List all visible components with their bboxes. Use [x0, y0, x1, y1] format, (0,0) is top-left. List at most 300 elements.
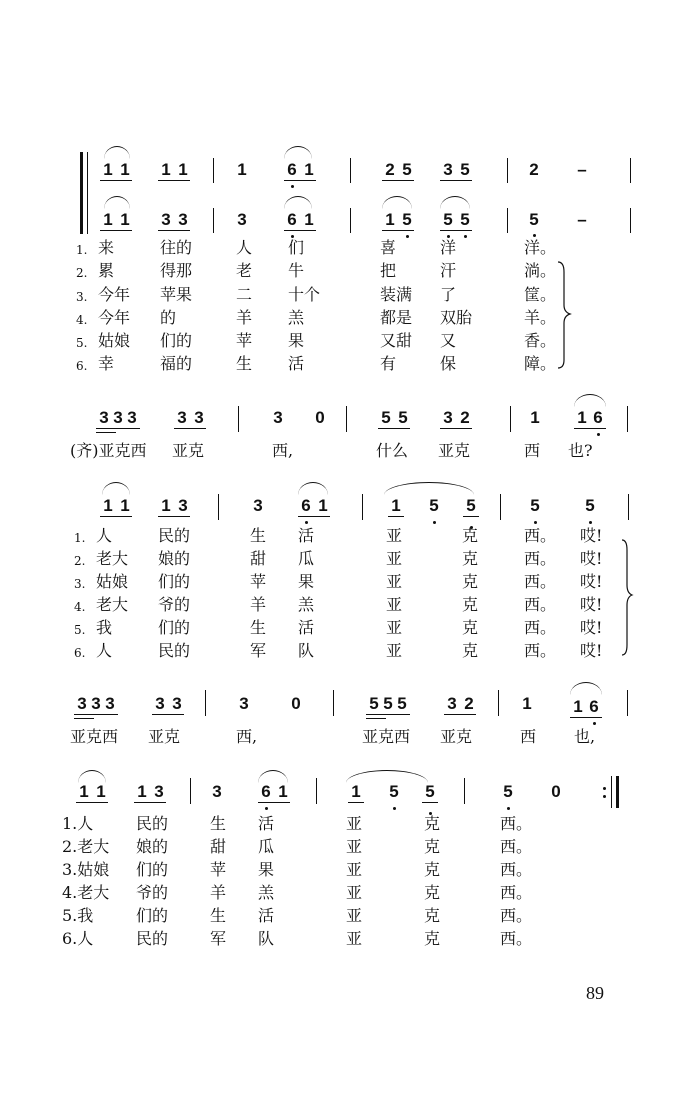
lyric: 洋。 — [524, 238, 557, 257]
lyric: 汗 — [440, 261, 457, 280]
note: 6 — [287, 160, 297, 179]
lyric: 羊 — [236, 308, 253, 327]
lyric: 克 — [424, 837, 441, 856]
lyric: 果 — [258, 860, 275, 879]
note: 5 — [429, 496, 439, 515]
lyric: 们 — [288, 238, 305, 257]
barline — [498, 690, 499, 716]
lyric: 西。 — [500, 883, 533, 902]
lyric: 亚 — [346, 837, 363, 856]
lyric: 亚克 — [438, 441, 471, 460]
beam — [348, 802, 364, 803]
beam — [298, 516, 330, 517]
lyric: 二 — [236, 285, 253, 304]
lyric: 有 — [380, 354, 397, 373]
barline — [350, 158, 351, 183]
lyric: 今年 — [98, 308, 131, 327]
lyric: 西。 — [524, 572, 557, 591]
barline — [464, 778, 465, 804]
lyric: 羔 — [298, 595, 315, 614]
note: 1 — [161, 160, 171, 179]
lyric: 亚克 — [440, 727, 473, 746]
barline — [213, 158, 214, 183]
note: 3 — [443, 160, 453, 179]
lyric: 羊 — [250, 595, 267, 614]
note: 5 — [383, 694, 393, 713]
low-octave-dot — [291, 185, 294, 188]
barline — [213, 208, 214, 233]
beam — [440, 428, 472, 429]
lyric: 瓜 — [258, 837, 275, 856]
lyric: 民的 — [136, 814, 169, 833]
note: 3 — [237, 210, 247, 229]
lyric: 又 — [440, 331, 457, 350]
lyric: 苹 — [210, 860, 227, 879]
note: 5 — [529, 210, 539, 229]
lyric: 洋 — [440, 238, 457, 257]
verse-number: 2. — [74, 554, 86, 568]
note: 2 — [460, 408, 470, 427]
lyric: 老大 — [96, 595, 129, 614]
note: 3 — [113, 408, 123, 427]
lyric: 亚 — [346, 883, 363, 902]
rest: 0 — [291, 694, 301, 713]
lyric: 生 — [210, 814, 227, 833]
verse-number: 3. — [76, 290, 88, 304]
lyric: 幸 — [98, 354, 115, 373]
note: 1 — [304, 160, 314, 179]
lyric: 西。 — [524, 618, 557, 637]
lyric: 生 — [236, 354, 253, 373]
verse-number: 1. — [76, 243, 88, 257]
lyric: 克 — [424, 929, 441, 948]
verse-number: 3. — [74, 577, 86, 591]
beam — [463, 516, 479, 517]
low-octave-dot — [533, 234, 536, 237]
low-octave-dot — [433, 521, 436, 524]
lyric: 队 — [298, 641, 315, 660]
note: 3 — [105, 694, 115, 713]
low-octave-dot — [265, 807, 268, 810]
note: 5 — [460, 210, 470, 229]
barline — [346, 406, 347, 432]
lyric: 亚 — [346, 906, 363, 925]
lyric: 往的 — [160, 238, 193, 257]
beam — [284, 180, 316, 181]
beam — [366, 714, 410, 715]
lyric: 1.人 — [62, 814, 94, 833]
lyric: 克 — [424, 906, 441, 925]
note: 5 — [443, 210, 453, 229]
lyric: 活 — [298, 526, 315, 545]
lyric: 爷的 — [158, 595, 191, 614]
lyric: 十个 — [288, 285, 321, 304]
low-octave-dot — [305, 521, 308, 524]
lyric: 障。 — [524, 354, 557, 373]
lyric: 亚 — [386, 572, 403, 591]
lyric: 也, — [574, 727, 596, 746]
verse-number: 5. — [76, 336, 88, 350]
note: 5 — [381, 408, 391, 427]
lyric: 西。 — [500, 860, 533, 879]
note: 5 — [530, 496, 540, 515]
lyric: 军 — [210, 929, 227, 948]
low-octave-dot — [507, 807, 510, 810]
lyric: 老大 — [96, 549, 129, 568]
beam — [378, 428, 410, 429]
lyric: 哎! — [580, 618, 603, 637]
note: 5 — [402, 210, 412, 229]
barline — [316, 778, 317, 804]
note: 6 — [261, 782, 271, 801]
beam — [100, 516, 132, 517]
beam — [440, 230, 472, 231]
lyric: 今年 — [98, 285, 131, 304]
rest: 0 — [551, 782, 561, 801]
lyric: 得那 — [160, 261, 193, 280]
lyric: 亚克西 — [70, 727, 119, 746]
beam — [96, 428, 140, 429]
barline — [238, 406, 239, 432]
note: 1 — [120, 496, 130, 515]
note: 5 — [398, 408, 408, 427]
lyric: 亚 — [386, 526, 403, 545]
lyric: 爷的 — [136, 883, 169, 902]
lyric: 克 — [462, 641, 479, 660]
barline — [510, 406, 511, 432]
barline — [507, 208, 508, 233]
note: 5 — [460, 160, 470, 179]
lyric: 活 — [298, 618, 315, 637]
note: 1 — [530, 408, 540, 427]
verse-number: 4. — [74, 600, 86, 614]
note: 1 — [137, 782, 147, 801]
note: 5 — [389, 782, 399, 801]
lyric: 又甜 — [380, 331, 413, 350]
barline — [630, 158, 631, 183]
note: 3 — [212, 782, 222, 801]
slur — [440, 196, 470, 209]
beam — [134, 802, 166, 803]
note: 1 — [385, 210, 395, 229]
lyric: 克 — [462, 549, 479, 568]
lyric: 果 — [288, 331, 305, 350]
lyric: 亚 — [346, 814, 363, 833]
slur — [104, 146, 130, 159]
verse-number: 5. — [74, 623, 86, 637]
dash: – — [577, 210, 587, 229]
lyric: 娘的 — [158, 549, 191, 568]
lyric: 西。 — [524, 641, 557, 660]
lyric: 亚 — [386, 641, 403, 660]
lyric: 5.我 — [62, 906, 94, 925]
lyric: 姑娘 — [98, 331, 131, 350]
lyric: 都是 — [380, 308, 413, 327]
note: 1 — [120, 160, 130, 179]
beam — [96, 432, 116, 433]
verse-number: 2. — [76, 266, 88, 280]
barline — [628, 494, 629, 520]
lyric: 西, — [272, 441, 294, 460]
repeat-dot — [603, 787, 606, 790]
lyric: 来 — [98, 238, 115, 257]
lyric: 苹果 — [160, 285, 193, 304]
lyric: 福的 — [160, 354, 193, 373]
lyric: 西 — [524, 441, 541, 460]
note: 2 — [385, 160, 395, 179]
note: 1 — [577, 408, 587, 427]
lyric: 也? — [568, 441, 593, 460]
beam — [158, 230, 190, 231]
note: 2 — [464, 694, 474, 713]
note: 5 — [585, 496, 595, 515]
note: 6 — [301, 496, 311, 515]
note: 6 — [593, 408, 603, 427]
beam — [100, 230, 132, 231]
lyric: 克 — [462, 572, 479, 591]
note: 3 — [91, 694, 101, 713]
barline — [218, 494, 219, 520]
barline — [630, 208, 631, 233]
lyric: 克 — [462, 595, 479, 614]
barline — [627, 690, 628, 716]
note: 3 — [178, 496, 188, 515]
note: 3 — [253, 496, 263, 515]
lyric: 生 — [210, 906, 227, 925]
note: 1 — [391, 496, 401, 515]
lyric: 西, — [236, 727, 258, 746]
note: 1 — [96, 782, 106, 801]
slur — [574, 394, 606, 407]
beam — [174, 428, 206, 429]
lyric: 姑娘 — [96, 572, 129, 591]
note: 3 — [77, 694, 87, 713]
lyric: 们的 — [136, 860, 169, 879]
note: 1 — [351, 782, 361, 801]
beam — [284, 230, 316, 231]
note: 5 — [425, 782, 435, 801]
lyric: 淌。 — [524, 261, 557, 280]
lyric: 克 — [462, 618, 479, 637]
beam — [258, 802, 290, 803]
beam — [158, 180, 190, 181]
beam — [74, 718, 94, 719]
note: 5 — [466, 496, 476, 515]
lyric: 亚 — [386, 595, 403, 614]
lyric: 羊。 — [524, 308, 557, 327]
low-octave-dot — [464, 235, 467, 238]
note: 2 — [529, 160, 539, 179]
lyric: 牛 — [288, 261, 305, 280]
lyric: 苹 — [236, 331, 253, 350]
note: 3 — [194, 408, 204, 427]
lyric: 活 — [258, 906, 275, 925]
note: 3 — [178, 210, 188, 229]
low-octave-dot — [406, 235, 409, 238]
beam — [152, 714, 184, 715]
note: 1 — [103, 210, 113, 229]
beam — [100, 180, 132, 181]
lyric: 3.姑娘 — [62, 860, 110, 879]
low-octave-dot — [534, 521, 537, 524]
lyric: 队 — [258, 929, 275, 948]
barline — [350, 208, 351, 233]
note: 1 — [318, 496, 328, 515]
note: 3 — [127, 408, 137, 427]
dash: – — [577, 160, 587, 179]
beam — [388, 516, 404, 517]
lyric: 哎! — [580, 549, 603, 568]
lyric: 克 — [462, 526, 479, 545]
note: 3 — [273, 408, 283, 427]
verse-number: 4. — [76, 313, 88, 327]
note: 1 — [522, 694, 532, 713]
barline — [333, 690, 334, 716]
lyric: 的 — [160, 308, 177, 327]
lyric: 羊 — [210, 883, 227, 902]
lyric: 亚克西 — [362, 727, 411, 746]
verse-number: 1. — [74, 531, 86, 545]
barline — [362, 494, 363, 520]
lyric: 们的 — [136, 906, 169, 925]
note: 5 — [397, 694, 407, 713]
lyric: 亚 — [346, 929, 363, 948]
note: 5 — [402, 160, 412, 179]
lyric: 香。 — [524, 331, 557, 350]
barline — [507, 158, 508, 183]
repeat-end-barline — [611, 776, 612, 808]
lyric: 人 — [236, 238, 253, 257]
slur — [382, 196, 412, 209]
lyric: 装满 — [380, 285, 413, 304]
beam — [440, 180, 472, 181]
lyric: 了 — [440, 285, 457, 304]
lyric: 西。 — [500, 906, 533, 925]
barline — [627, 406, 628, 432]
lyric: 西。 — [500, 929, 533, 948]
note: 1 — [103, 160, 113, 179]
lyric: 民的 — [158, 526, 191, 545]
rest: 0 — [315, 408, 325, 427]
system-bracket — [80, 152, 83, 234]
note: 1 — [79, 782, 89, 801]
lyric: 西。 — [524, 549, 557, 568]
lyric: 西。 — [500, 814, 533, 833]
lyric: 筐。 — [524, 285, 557, 304]
note: 3 — [239, 694, 249, 713]
note: 6 — [287, 210, 297, 229]
barline — [190, 778, 191, 804]
beam — [74, 714, 118, 715]
lyric: 亚克 — [148, 727, 181, 746]
verse-number: 6. — [74, 646, 86, 660]
lyric: 老 — [236, 261, 253, 280]
lyric: 西 — [520, 727, 537, 746]
note: 1 — [161, 496, 171, 515]
slur — [570, 682, 602, 695]
lyric: 克 — [424, 814, 441, 833]
lyric: 亚克 — [172, 441, 205, 460]
low-octave-dot — [593, 722, 596, 725]
lyric: 把 — [380, 261, 397, 280]
note: 1 — [178, 160, 188, 179]
lyric: 哎! — [580, 526, 603, 545]
lyric: 们的 — [158, 572, 191, 591]
lyric: 民的 — [136, 929, 169, 948]
low-octave-dot — [393, 807, 396, 810]
lyric: 保 — [440, 354, 457, 373]
lyric: 亚 — [386, 618, 403, 637]
note: 3 — [172, 694, 182, 713]
lyric: 哎! — [580, 595, 603, 614]
note: 1 — [120, 210, 130, 229]
page-number: 89 — [586, 983, 604, 1003]
beam — [382, 180, 414, 181]
lyric: 们的 — [160, 331, 193, 350]
lyric: 西。 — [524, 595, 557, 614]
note: 5 — [369, 694, 379, 713]
lyric: 克 — [424, 860, 441, 879]
note: 1 — [573, 697, 583, 716]
lyric: 人 — [96, 526, 113, 545]
lyric: 亚 — [346, 860, 363, 879]
note: 3 — [443, 408, 453, 427]
note: 5 — [503, 782, 513, 801]
lyric: 羔 — [288, 308, 305, 327]
slur — [104, 196, 130, 209]
lyric: 亚 — [386, 549, 403, 568]
note: 3 — [155, 694, 165, 713]
repeat-end-barline — [616, 776, 619, 808]
beam — [158, 516, 190, 517]
barline — [500, 494, 501, 520]
verse-number: 6. — [76, 359, 88, 373]
note: 1 — [304, 210, 314, 229]
slur — [102, 482, 130, 495]
beam — [570, 717, 602, 718]
lyric: 喜 — [380, 238, 397, 257]
beam — [444, 714, 476, 715]
note: 6 — [589, 697, 599, 716]
lyric: 我 — [96, 618, 113, 637]
lyric: 生 — [250, 618, 267, 637]
lyric: 2.老大 — [62, 837, 110, 856]
beam — [574, 428, 606, 429]
note: 3 — [447, 694, 457, 713]
lyric: 军 — [250, 641, 267, 660]
note: 1 — [237, 160, 247, 179]
note: 1 — [278, 782, 288, 801]
slur — [298, 482, 328, 495]
lyric: 西。 — [500, 837, 533, 856]
lyric: 累 — [98, 261, 115, 280]
lyric: 果 — [298, 572, 315, 591]
lyric: 甜 — [250, 549, 267, 568]
lyric: 活 — [258, 814, 275, 833]
note: 3 — [161, 210, 171, 229]
repeat-dot — [603, 795, 606, 798]
lyric: 哎! — [580, 572, 603, 591]
beam — [382, 230, 414, 231]
slur — [284, 196, 312, 209]
lyric: 双胎 — [440, 308, 473, 327]
beam — [422, 802, 438, 803]
lyric: 活 — [288, 354, 305, 373]
note: 3 — [99, 408, 109, 427]
lyric: 苹 — [250, 572, 267, 591]
lyric: 什么 — [376, 441, 409, 460]
lyric: 人 — [96, 641, 113, 660]
